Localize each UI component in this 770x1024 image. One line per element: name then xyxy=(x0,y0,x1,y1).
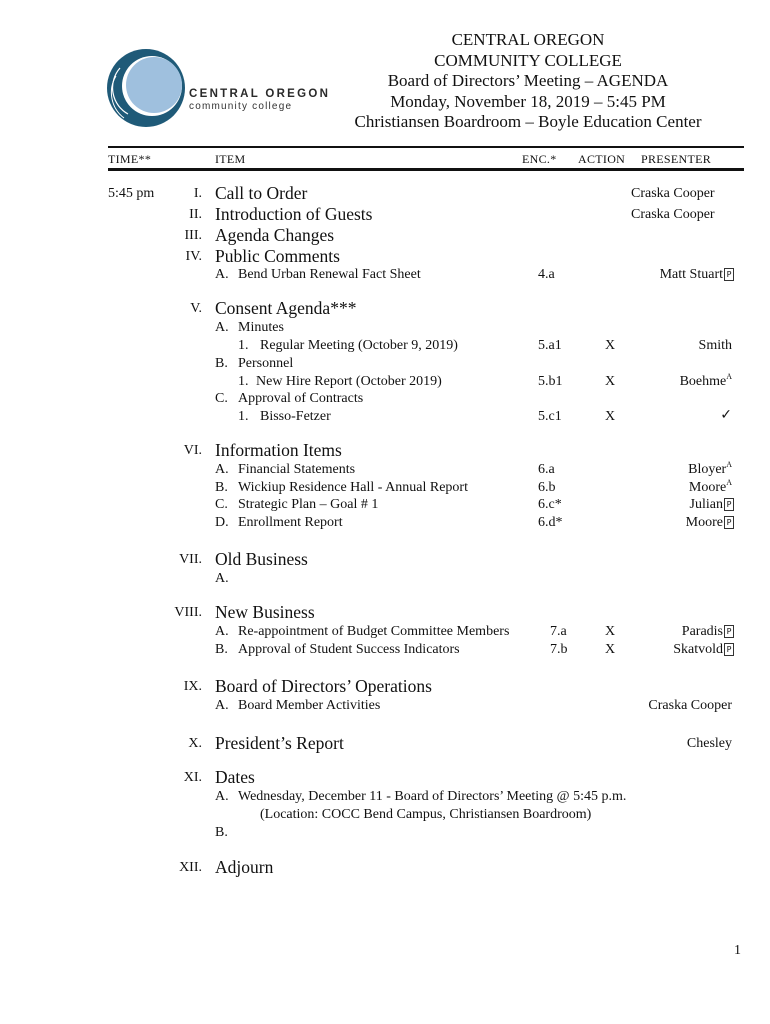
item-presenter xyxy=(673,642,734,658)
item-presenter xyxy=(688,462,732,478)
section-title: Information Items xyxy=(215,440,342,460)
item-text: Board Member Activities xyxy=(238,698,381,713)
subitem-text: Bisso-Fetzer xyxy=(260,409,331,424)
section-title: Public Comments xyxy=(215,246,340,266)
cocc-logo-icon xyxy=(106,48,186,128)
presenter-name: Moore xyxy=(688,480,727,495)
presenter-name: Julian xyxy=(689,497,723,512)
subitem-text: Regular Meeting (October 9, 2019) xyxy=(260,338,458,353)
section-title: Agenda Changes xyxy=(215,225,335,245)
presenter-name: Paradis xyxy=(681,624,723,639)
top-rule xyxy=(108,146,744,148)
item-text: Wickiup Residence Hall - Annual Report xyxy=(238,480,468,495)
item-presenter xyxy=(682,624,734,640)
item-presenter xyxy=(686,515,734,531)
presenter: Craska Cooper xyxy=(631,207,715,222)
item-label: D. xyxy=(215,515,229,530)
item-label: A. xyxy=(215,267,229,282)
item-text: Personnel xyxy=(238,356,294,371)
header-line-3: Board of Directors’ Meeting – AGENDA xyxy=(387,71,669,90)
section-number: I. xyxy=(193,186,202,201)
item-text: Re-appointment of Budget Committee Members xyxy=(238,624,510,639)
item-label: B. xyxy=(215,642,228,657)
presentation-icon: P xyxy=(724,625,734,638)
col-item: ITEM xyxy=(215,152,246,166)
col-enc: ENC.* xyxy=(522,152,557,166)
header-line-1: CENTRAL OREGON xyxy=(451,30,605,49)
item-location: (Location: COCC Bend Campus, Christiansen Boardroom) xyxy=(260,807,592,822)
item-enc[interactable]: 4.a xyxy=(538,267,555,282)
col-action: ACTION xyxy=(578,152,626,166)
item-label: B. xyxy=(215,480,228,495)
item-text: Minutes xyxy=(238,320,284,335)
item-label: A. xyxy=(215,698,229,713)
section-title: Adjourn xyxy=(215,857,274,877)
section-title: President’s Report xyxy=(215,733,344,753)
logo-subtitle: community college xyxy=(189,101,293,112)
section-number: II. xyxy=(189,207,202,222)
header-line-4: Monday, November 18, 2019 – 5:45 PM xyxy=(390,91,666,111)
page-number: 1 xyxy=(734,943,741,958)
item-text: Enrollment Report xyxy=(238,515,343,530)
section-title: Board of Directors’ Operations xyxy=(215,676,432,696)
item-presenter xyxy=(690,497,734,513)
item-presenter xyxy=(689,480,732,496)
agenda-header xyxy=(330,30,726,133)
section-title: Old Business xyxy=(215,549,308,569)
section-title: Dates xyxy=(215,767,255,787)
presenter-name: Bloyer xyxy=(688,462,727,477)
item-enc[interactable]: 7.a xyxy=(550,624,567,639)
item-label: A. xyxy=(215,624,229,639)
item-action: X xyxy=(605,338,616,353)
item-action: X xyxy=(605,624,616,639)
presenter-name: Moore xyxy=(685,515,723,530)
item-label: B. xyxy=(215,825,228,840)
item-enc[interactable]: 5.b1 xyxy=(538,374,563,389)
subitem-text: New Hire Report (October 2019) xyxy=(256,374,442,389)
presenter-sup: A xyxy=(726,460,732,469)
item-presenter: Craska Cooper xyxy=(648,698,732,713)
presentation-icon: P xyxy=(724,498,734,511)
col-time: TIME** xyxy=(108,152,152,166)
presenter-name: Matt Stuart xyxy=(659,267,723,282)
section-number: III. xyxy=(184,228,202,243)
item-label: C. xyxy=(215,391,228,406)
item-enc[interactable]: 6.b xyxy=(538,480,556,495)
section-number: IX. xyxy=(183,679,202,694)
section-number: V. xyxy=(190,301,202,316)
item-enc[interactable]: 7.b xyxy=(550,642,568,657)
col-presenter: PRESENTER xyxy=(641,152,712,166)
section-title: Consent Agenda*** xyxy=(215,298,357,318)
item-text: Approval of Contracts xyxy=(238,391,364,406)
item-presenter xyxy=(660,267,734,283)
item-enc[interactable]: 5.a1 xyxy=(538,338,562,353)
subitem-label: 1. xyxy=(238,409,249,424)
presentation-icon: P xyxy=(724,268,734,281)
section-number: VI. xyxy=(183,443,202,458)
presenter: Craska Cooper xyxy=(631,186,715,201)
item-enc[interactable]: 5.c1 xyxy=(538,409,562,424)
presentation-icon: P xyxy=(724,516,734,529)
section-number: X. xyxy=(188,736,202,751)
section-number: IV. xyxy=(185,249,202,264)
subitem-label: 1. xyxy=(238,374,249,389)
item-label: B. xyxy=(215,356,228,371)
checkmark-icon: ✓ xyxy=(720,407,732,423)
item-presenter: Smith xyxy=(698,338,732,353)
item-enc[interactable]: 6.a xyxy=(538,462,555,477)
item-presenter xyxy=(680,374,732,390)
subitem-label: 1. xyxy=(238,338,249,353)
presenter-name: Boehme xyxy=(679,374,727,389)
header-line-2: COMMUNITY COLLEGE xyxy=(434,50,622,70)
item-label: A. xyxy=(215,789,229,804)
item-text: Approval of Student Success Indicators xyxy=(238,642,460,657)
presenter-sup: A xyxy=(726,372,732,381)
presenter: Chesley xyxy=(686,736,732,751)
item-label: C. xyxy=(215,497,228,512)
presenter-name: Skatvold xyxy=(673,642,723,657)
item-action: X xyxy=(605,374,616,389)
section-number: VII. xyxy=(179,552,202,567)
section-title: Introduction of Guests xyxy=(215,204,373,224)
logo-title: CENTRAL OREGON xyxy=(189,88,331,100)
section-number: XII. xyxy=(179,860,202,875)
item-action: X xyxy=(605,409,616,424)
section-title: Call to Order xyxy=(215,183,308,203)
section-title: New Business xyxy=(215,602,315,622)
item-action: X xyxy=(605,642,616,657)
item-label: A. xyxy=(215,320,229,335)
item-label: A. xyxy=(215,462,229,477)
item-label: A. xyxy=(215,571,229,586)
presenter-sup: A xyxy=(726,478,732,487)
header-rule xyxy=(108,168,744,171)
item-enc[interactable]: 6.c* xyxy=(538,497,562,512)
start-time: 5:45 pm xyxy=(108,186,155,201)
section-number: VIII. xyxy=(174,605,202,620)
section-number: XI. xyxy=(183,770,202,785)
item-text: Wednesday, December 11 - Board of Directors’ Meeting @ 5:45 p.m. xyxy=(238,789,627,804)
presentation-icon: P xyxy=(724,643,734,656)
header-line-5: Christiansen Boardroom – Boyle Education Center xyxy=(354,112,702,131)
item-text: Financial Statements xyxy=(238,462,356,477)
item-text: Strategic Plan – Goal # 1 xyxy=(238,497,379,512)
item-text: Bend Urban Renewal Fact Sheet xyxy=(238,267,421,282)
item-enc[interactable]: 6.d* xyxy=(538,515,563,530)
